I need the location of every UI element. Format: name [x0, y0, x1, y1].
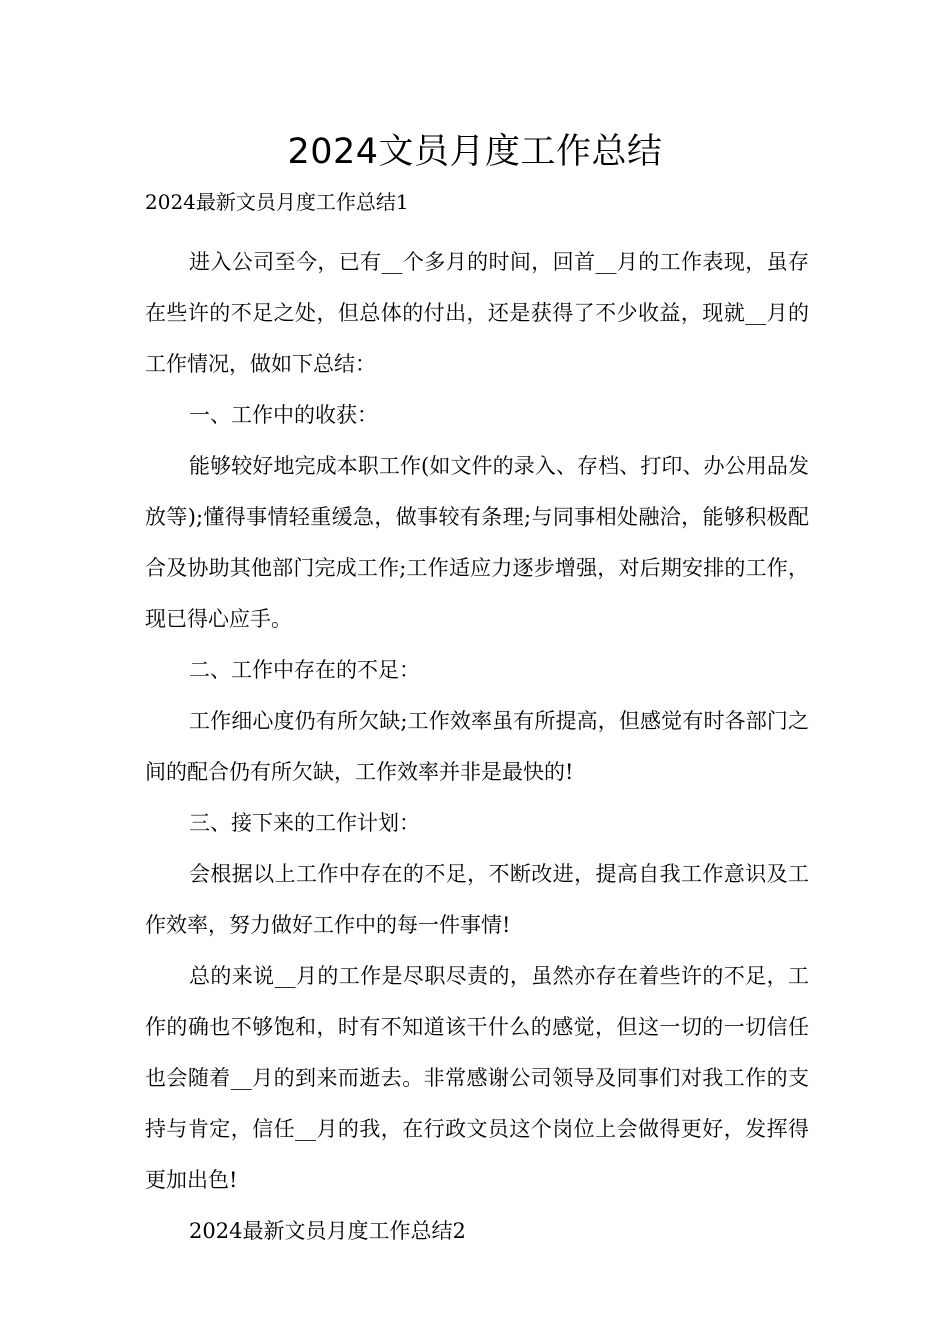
summary-paragraph: 总的来说__月的工作是尽职尽责的，虽然亦存在着些许的不足，工作的确也不够饱和，时有不知道该干什么的感觉，但这一切的一切信任也会随着__月的到来而逝去。非常感谢公司领导及同事们对我工作的支持与肯定，信任__月的我，在行政文员这个岗位上会做得更好，发挥得更加出色!	[145, 964, 809, 1192]
intro-paragraph: 进入公司至今，已有__个多月的时间，回首__月的工作表现，虽存在些许的不足之处，但总体的付出，还是获得了不少收益，现就__月的工作情况，做如下总结：	[145, 250, 809, 376]
document-title: 2024文员月度工作总结	[287, 132, 663, 172]
shortcomings-paragraph: 工作细心度仍有所欠缺;工作效率虽有所提高，但感觉有时各部门之间的配合仍有所欠缺，工作效率并非是最快的!	[145, 709, 809, 784]
section-heading-gains: 一、工作中的收获：	[189, 403, 378, 427]
section-heading-plan: 三、接下来的工作计划：	[189, 811, 420, 835]
next-section-heading: 2024最新文员月度工作总结2	[189, 1219, 466, 1243]
section-heading-shortcomings: 二、工作中存在的不足：	[189, 658, 420, 682]
plan-paragraph: 会根据以上工作中存在的不足，不断改进，提高自我工作意识及工作效率，努力做好工作中的每一件事情!	[145, 862, 809, 937]
section-heading: 2024最新文员月度工作总结1	[145, 190, 409, 214]
document-body	[145, 186, 809, 1257]
gains-paragraph: 能够较好地完成本职工作(如文件的录入、存档、打印、办公用品发放等);懂得事情轻重缓急，做事较有条理;与同事相处融洽，能够积极配合及协助其他部门完成工作;工作适应力逐步增强，对后期安排的工作，现已得心应手。	[145, 454, 809, 631]
